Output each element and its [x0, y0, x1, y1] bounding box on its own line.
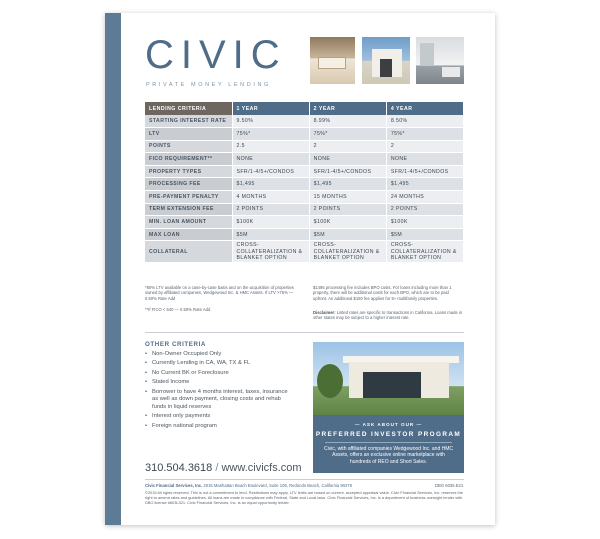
table-row [145, 128, 464, 141]
cell-value: $5M [232, 228, 309, 241]
cell-value: NONE [232, 153, 309, 166]
row-label: MIN. LOAN AMOUNT [145, 216, 232, 229]
cell-value: $1,495 [232, 178, 309, 191]
disclaimer-label: Disclaimer: [313, 310, 336, 315]
interior-photo [416, 37, 464, 84]
bullet-icon: • [145, 351, 148, 357]
preferred-investor-promo [313, 342, 464, 473]
cell-value: 75%* [309, 128, 386, 141]
side-bar [105, 13, 121, 525]
footnote-processing-fee: $1495 processing fee includes BPO costs. For loans including more than 1 property, there will be additional costs for each BPO, which are to be paid upfront. An additional $150 fee applies for 5+ multifamily properties. [313, 285, 452, 301]
footnote-ltv: *80% LTV available on a case-by-case basis and on the acquisition of properties owned by affiliated companies, Wedgewood Inc. & HMC Assets. If LTV >75% — 0.50% Rate Add [145, 285, 294, 301]
header-lending-criteria: LENDING CRITERIA [145, 102, 232, 115]
row-label: PRE-PAYMENT PENALTY [145, 191, 232, 204]
table-row [145, 165, 464, 178]
cell-value: $5M [386, 228, 463, 241]
cell-value: 4 MONTHS [232, 191, 309, 204]
company-address [145, 483, 352, 488]
footer-divider [145, 479, 464, 480]
header-4-year: 4 YEAR [386, 102, 463, 115]
phone-number: 310.504.3618 [145, 462, 213, 474]
contact-line [145, 462, 302, 474]
cell-value: $1,495 [309, 178, 386, 191]
cell-value: 75%* [386, 128, 463, 141]
cell-value: SFR/1-4/5+/CONDOS [232, 165, 309, 178]
table-row [145, 153, 464, 166]
list-item [145, 379, 295, 386]
table-row [145, 241, 464, 263]
table-header-row [145, 102, 464, 115]
row-label: POINTS [145, 140, 232, 153]
cell-value: 2 POINTS [386, 203, 463, 216]
cell-value: CROSS-COLLATERALIZATION & BLANKET OPTION [309, 241, 386, 263]
cell-value: 8.99% [309, 115, 386, 128]
row-label: MAX LOAN [145, 228, 232, 241]
bullet-icon: • [145, 388, 148, 395]
promo-ask-label: — ASK ABOUT OUR — [354, 422, 423, 427]
cell-value: 2 POINTS [309, 203, 386, 216]
cell-value: $5M [309, 228, 386, 241]
list-item-text: Foreign national program [152, 422, 217, 429]
list-item [145, 360, 295, 367]
address-text: 2015 Manhattan Beach Boulevard, Suite 106, Redondo Beach, California 90278 [202, 483, 352, 488]
cell-value: $100K [309, 216, 386, 229]
lending-criteria-table [145, 102, 464, 263]
logo-tagline: PRIVATE MONEY LENDING [146, 82, 271, 88]
legal-text: ©2015 All rights reserved. This is not a commitment to lend. Restrictions may apply. LTV limits are based on current, accepted appraisal value. Civic Financial Services, Inc. reserves the right to amend rates and guidelines. All loans are made in compliance with Federal, State and Local laws. Civic Financial Services, Inc. is a department of business oversight lender with DBO license #603L321. Civic Financial Services, Inc. is an equal opportunity lender. [145, 490, 463, 505]
contact-separator: / [212, 462, 222, 474]
other-criteria-list [145, 351, 295, 432]
flyer-page [105, 13, 495, 525]
cell-value: 24 MONTHS [386, 191, 463, 204]
header-2-year: 2 YEAR [309, 102, 386, 115]
footnote-fico: **If FICO < 640 — 0.50% Rate Add [145, 307, 211, 312]
cell-value: 15 MONTHS [309, 191, 386, 204]
cell-value: NONE [309, 153, 386, 166]
table-row [145, 216, 464, 229]
promo-description: Civic, with affiliated companies Wedgewood Inc. and HMC Assets, offers an exclusive online marketplace with hundreds of REO and Short Sales. [323, 446, 454, 465]
cell-value: CROSS-COLLATERALIZATION & BLANKET OPTION [386, 241, 463, 263]
list-item-text: Interest only payments [152, 413, 211, 420]
cell-value: 9.50% [232, 115, 309, 128]
row-label: STARTING INTEREST RATE [145, 115, 232, 128]
cell-value: 2.5 [232, 140, 309, 153]
promo-divider [325, 442, 452, 443]
house-exterior-photo [362, 37, 410, 84]
header-1-year: 1 YEAR [232, 102, 309, 115]
promo-program-title: PREFERRED INVESTOR PROGRAM [315, 431, 462, 438]
bullet-icon: • [145, 379, 148, 386]
disclaimer-text: Listed rates are specific to transactions in California. Loans made in other states may be subject to a higher interest rate. [313, 310, 463, 321]
list-item-text: Stated Income [152, 379, 190, 386]
list-item [145, 389, 295, 411]
disclaimer [313, 310, 464, 321]
bullet-icon: • [145, 413, 148, 420]
table-row [145, 115, 464, 128]
row-label: FICO REQUIREMENT** [145, 153, 232, 166]
row-label: PROPERTY TYPES [145, 165, 232, 178]
list-item-text: No Current BK or Foreclosure [152, 369, 229, 376]
civic-logo: CIVIC [145, 33, 287, 77]
cell-value: 2 POINTS [232, 203, 309, 216]
cell-value: SFR/1-4/5+/CONDOS [386, 165, 463, 178]
table-row [145, 228, 464, 241]
list-item [145, 351, 295, 358]
cell-value: CROSS-COLLATERALIZATION & BLANKET OPTION [232, 241, 309, 263]
cell-value: NONE [386, 153, 463, 166]
bullet-icon: • [145, 422, 148, 429]
list-item-text: Non-Owner Occupied Only [152, 351, 222, 357]
list-item [145, 413, 295, 420]
row-label: PROCESSING FEE [145, 178, 232, 191]
kitchen-photo [310, 37, 355, 84]
dbo-code: DBO 6035.E21 [435, 483, 464, 488]
bullet-icon: • [145, 360, 148, 367]
table-row [145, 191, 464, 204]
cell-value: $100K [232, 216, 309, 229]
other-criteria-title: OTHER CRITERIA [145, 341, 206, 348]
cell-value: $1,495 [386, 178, 463, 191]
table-row [145, 140, 464, 153]
cell-value: 2 [386, 140, 463, 153]
list-item [145, 370, 295, 377]
row-label: COLLATERAL [145, 241, 232, 263]
cell-value: 8.50% [386, 115, 463, 128]
row-label: LTV [145, 128, 232, 141]
company-name: Civic Financial Services, Inc. [145, 483, 203, 488]
list-item [145, 423, 295, 430]
bullet-icon: • [145, 369, 148, 376]
cell-value: 75%* [232, 128, 309, 141]
list-item-text: Borrower to have 4 months interest, taxes, insurance as well as down payment, closing costs and rehab funds in liquid reserves [152, 388, 288, 410]
cell-value: SFR/1-4/5+/CONDOS [309, 165, 386, 178]
table-row [145, 203, 464, 216]
table-row [145, 178, 464, 191]
section-divider [145, 332, 464, 333]
list-item-text: Currently Lending in CA, WA, TX & FL [152, 360, 251, 367]
modern-house-photo [313, 342, 464, 415]
website-link[interactable]: www.civicfs.com [221, 462, 302, 474]
cell-value: $100K [386, 216, 463, 229]
row-label: TERM EXTENSION FEE [145, 203, 232, 216]
cell-value: 2 [309, 140, 386, 153]
